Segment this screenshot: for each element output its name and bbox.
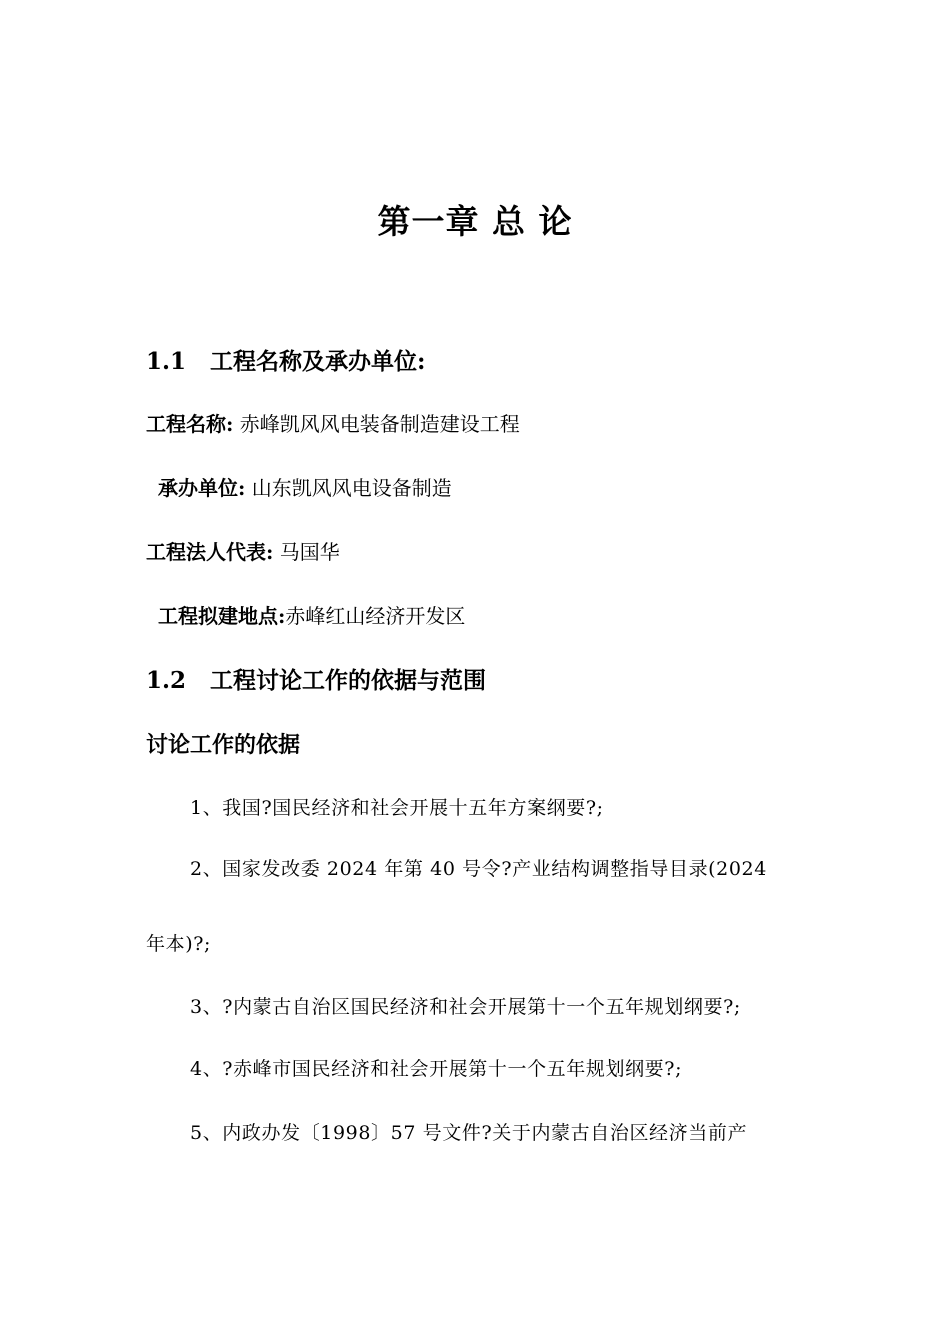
basis-item: 4、?赤峰市国民经济和社会开展第十一个五年规划纲要?; (190, 1058, 683, 1080)
basis-item: 2、国家发改委 2024 年第 40 号令?产业结构调整指导目录(2024 (190, 858, 767, 880)
field-label: 承办单位: (158, 476, 246, 500)
basis-item: 3、?内蒙古自治区国民经济和社会开展第十一个五年规划纲要?; (190, 996, 741, 1018)
basis-item: 5、内政办发〔1998〕57 号文件?关于内蒙古自治区经济当前产 (190, 1122, 748, 1144)
section-title: 工程名称及承办单位: (210, 348, 426, 375)
section-number: 1.2 (146, 667, 187, 694)
field-value: 赤峰红山经济开发区 (285, 604, 466, 628)
section-number: 1.1 (146, 348, 187, 375)
section-title: 工程讨论工作的依据与范围 (210, 667, 486, 694)
field-host-unit (158, 478, 452, 498)
field-label: 工程拟建地点: (158, 604, 286, 628)
field-value: 山东凯风风电设备制造 (251, 476, 452, 500)
section-heading-1-1 (146, 350, 426, 373)
field-label: 工程法人代表: (146, 540, 274, 564)
chapter-title: 第一章 总 论 (377, 202, 573, 241)
field-project-location (158, 606, 465, 626)
field-project-name (146, 414, 520, 434)
basis-heading: 讨论工作的依据 (146, 732, 301, 758)
field-label: 工程名称: (146, 412, 234, 436)
basis-item: 1、我国?国民经济和社会开展十五年方案纲要?; (190, 797, 604, 819)
field-value: 赤峰凯风风电装备制造建设工程 (239, 412, 520, 436)
section-heading-1-2 (146, 669, 486, 692)
field-value: 马国华 (279, 540, 340, 564)
basis-item-continuation: 年本)?; (146, 933, 212, 955)
field-legal-representative (146, 542, 340, 562)
